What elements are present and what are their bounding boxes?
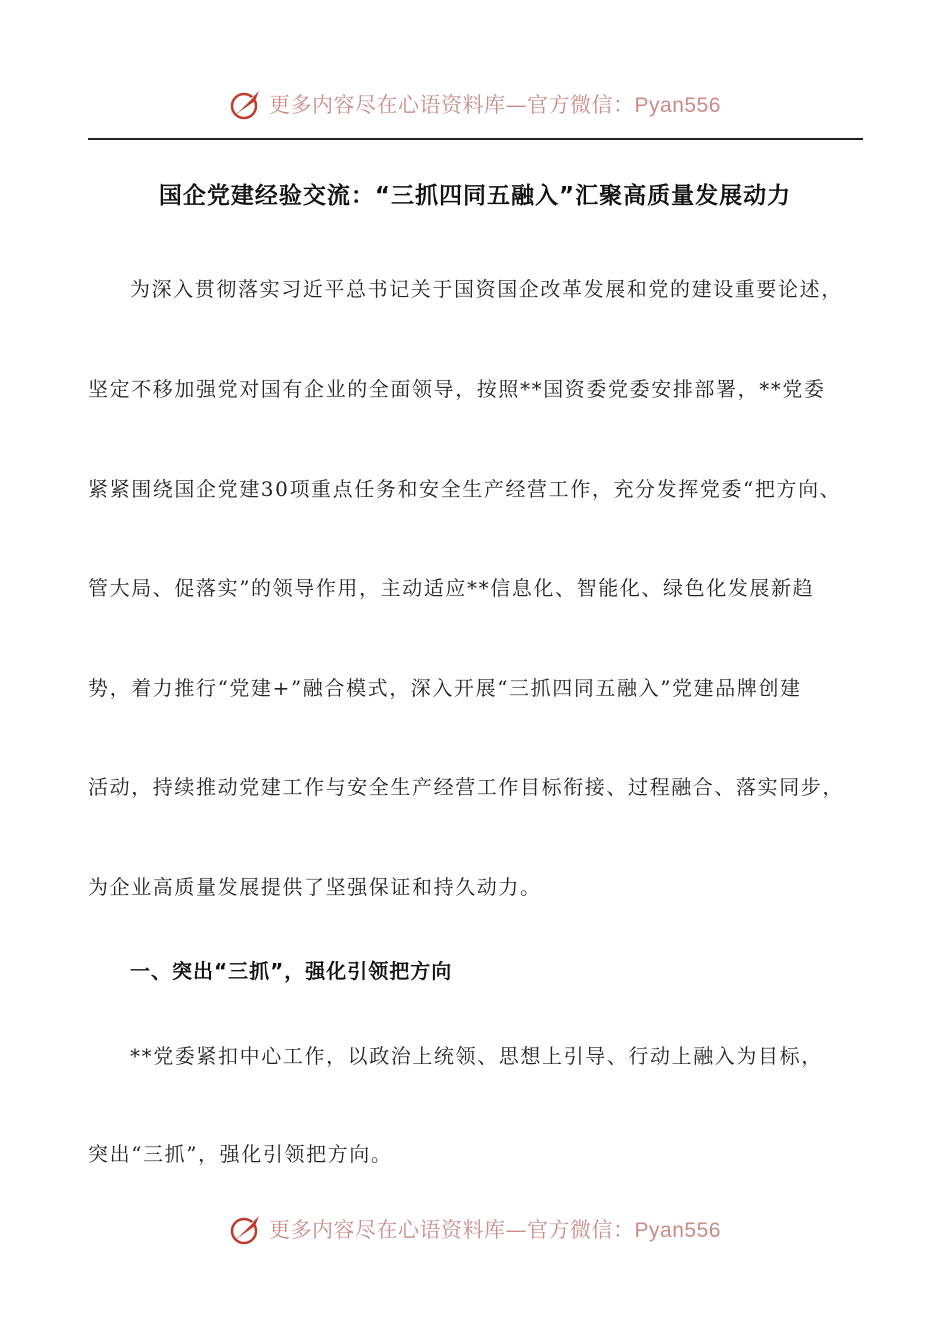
section-heading: 一、突出“三抓”，强化引领把方向 (130, 959, 453, 983)
header-banner (0, 82, 950, 126)
quill-pen-logo-icon (229, 1212, 263, 1246)
paragraph-line: 活动，持续推动党建工作与安全生产经营工作目标衔接、过程融合、落实同步， (88, 775, 844, 799)
paragraph-line: 管大局、促落实”的领导作用，主动适应**信息化、智能化、绿色化发展新趋 (88, 576, 815, 600)
footer-banner (0, 1207, 950, 1251)
paragraph-line: 势，着力推行“党建+”融合模式，深入开展“三抓四同五融入”党建品牌创建 (88, 676, 802, 700)
paragraph-line: 坚定不移加强党对国有企业的全面领导，按照**国资委党委安排部署，**党委 (88, 377, 826, 401)
header-divider (88, 138, 863, 140)
document-title: 国企党建经验交流：“三抓四同五融入”汇聚高质量发展动力 (158, 183, 792, 209)
paragraph-line: **党委紧扣中心工作，以政治上统领、思想上引导、行动上融入为目标， (130, 1044, 823, 1068)
paragraph-line: 紧紧围绕国企党建30项重点任务和安全生产经营工作，充分发挥党委“把方向、 (88, 477, 842, 501)
paragraph-line: 突出“三抓”，强化引领把方向。 (88, 1142, 393, 1166)
paragraph-line: 为企业高质量发展提供了坚强保证和持久动力。 (88, 875, 542, 899)
quill-pen-logo-icon (229, 87, 263, 121)
footer-banner-text: 更多内容尽在心语资料库—官方微信：Pyan556 (269, 1218, 721, 1242)
paragraph-line: 为深入贯彻落实习近平总书记关于国资国企改革发展和党的建设重要论述， (130, 277, 843, 301)
header-banner-text: 更多内容尽在心语资料库—官方微信：Pyan556 (269, 93, 721, 117)
